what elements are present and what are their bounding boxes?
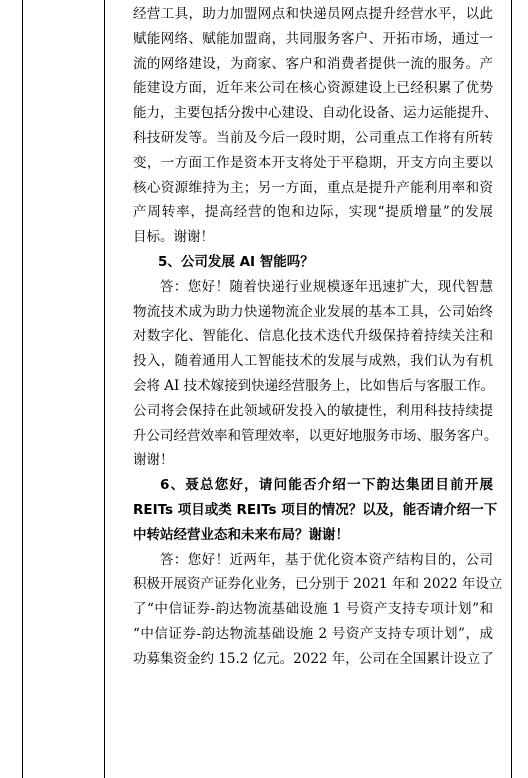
text-line: 经营工具，助力加盟网点和快递员网点提升经营水平，以此 [133, 6, 493, 22]
text-line: 产周转率，提高经营的饱和边际，实现“提质增量”的发展 [133, 204, 493, 221]
question-line: 6、聂总您好，请问能否介绍一下韵达集团目前开展 [160, 477, 493, 494]
text-line: 升公司经营效率和管理效率，以更好地服务市场、服务客户。 [133, 427, 498, 444]
text-line: 能建设方面，近年来公司在核心资源建设上已经积累了优势 [133, 80, 493, 97]
text-line: 赋能网络、赋能加盟商，共同服务客户、开拓市场，通过一 [133, 30, 493, 47]
text-line: 核心资源维持为主；另一方面，重点是提升产能利用率和资 [133, 179, 493, 196]
text-line: 目标。谢谢！ [133, 229, 214, 246]
text-line: 了“中信证券-韵达物流基础设施 1 号资产支持专项计划”和 [133, 601, 493, 618]
answer-cell-content [133, 2, 503, 672]
text-line: 公司将会保持在此领域研发投入的敏捷性，利用科技持续提 [133, 402, 493, 419]
question-line: REITs 项目或类 REITs 项目的情况？以及，能否请介绍一下 [133, 501, 498, 518]
text-line: 积极开展资产证券化业务，已分别于 2021 年和 2022 年设立 [133, 576, 503, 593]
text-line: 能力，主要包括分拨中心建设、自动化设备、运力运能提升、 [133, 105, 498, 122]
text-line: 投入，随着通用人工智能技术的发展与成熟，我们认为有机 [133, 353, 493, 370]
text-line: 流的网络建设，为商家、客户和消费者提供一流的服务。产 [133, 55, 493, 72]
answer-first-line: 答：您好！近两年，基于优化资本资产结构目的，公司 [160, 551, 493, 568]
text-line: 会将 AI 技术嫁接到快递经营服务上，比如售后与客服工作。 [133, 377, 495, 394]
text-line: 谢谢！ [133, 452, 174, 469]
text-line: 变，一方面工作是资本开支将处于平稳期，开支方向主要以 [133, 154, 493, 171]
answer-first-line: 答：您好！随着快递行业规模逐年迅速扩大，现代智慧 [160, 278, 493, 295]
question-line: 中转站经营业态和未来布局？谢谢！ [133, 526, 349, 543]
text-line: 科技研发等。当前及今后一段时期，公司重点工作将有所转 [133, 129, 493, 146]
text-line: 物流技术成为助力快递物流企业发展的基本工具，公司始终 [133, 303, 493, 320]
text-line: “中信证券-韵达物流基础设施 2 号资产支持专项计划”，成 [133, 625, 493, 642]
text-line: 对数字化、智能化、信息化技术迭代升级保持着持续关注和 [133, 328, 493, 345]
table-column-divider [104, 0, 105, 778]
text-line: 功募集资金约 15.2 亿元。2022 年，公司在全国累计设立了 [133, 650, 494, 667]
question-line: 5、公司发展 AI 智能吗？ [158, 253, 314, 270]
